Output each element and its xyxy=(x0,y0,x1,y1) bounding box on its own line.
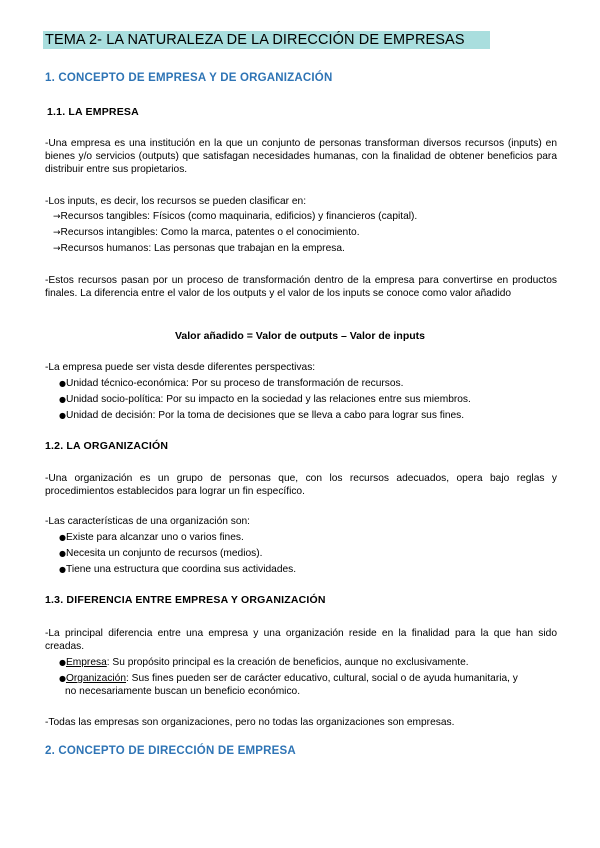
list-item xyxy=(59,672,518,685)
list-item-text: : Su propósito principal es la creación de beneficios, aunque no exclusivamente. xyxy=(106,657,469,668)
bullet-icon: ● xyxy=(59,533,66,542)
section-1-heading: 1. CONCEPTO DE EMPRESA Y DE ORGANIZACIÓN xyxy=(45,72,333,84)
arrow-icon: → xyxy=(53,244,61,254)
bullet-icon: ● xyxy=(59,411,66,420)
list-item xyxy=(53,242,345,256)
list-item-text: Necesita un conjunto de recursos (medios). xyxy=(65,548,263,559)
list-item xyxy=(53,226,360,240)
arrow-icon: → xyxy=(53,228,61,238)
organizacion-definition-paragraph: -Una organización es un grupo de personas que, con los recursos adecuados, opera bajo reglas y procedimientos establecidos para lograr un fin específico. xyxy=(45,473,557,497)
list-item xyxy=(59,409,464,422)
list-item xyxy=(59,393,471,406)
inputs-intro-paragraph: -Los inputs, es decir, los recursos se pueden clasificar en: xyxy=(45,196,307,207)
bullet-icon: ● xyxy=(59,658,66,667)
list-item xyxy=(59,656,469,669)
list-item-text: Recursos intangibles: Como la marca, patentes o el conocimiento. xyxy=(60,227,360,238)
list-item-text: Unidad socio-política: Por su impacto en la sociedad y las relaciones entre sus miembros. xyxy=(65,394,471,405)
list-item-text: Unidad técnico-económica: Por su proceso de transformación de recursos. xyxy=(65,378,404,389)
conclusion-paragraph: -Todas las empresas son organizaciones, pero no todas las organizaciones son empresas. xyxy=(45,717,455,728)
transformation-paragraph: -Estos recursos pasan por un proceso de transformación dentro de la empresa para convertirse en productos finales. La diferencia entre el valor de los outputs y el valor de los inputs se conoce como valor añadido xyxy=(45,275,557,299)
list-item-text: : Sus fines pueden ser de carácter educativo, cultural, social o de ayuda humanitaria, y xyxy=(126,673,518,684)
list-item-text: Existe para alcanzar uno o varios fines. xyxy=(65,532,244,543)
bullet-icon: ● xyxy=(59,549,66,558)
list-item xyxy=(59,377,403,390)
bullet-icon: ● xyxy=(59,674,66,683)
list-item xyxy=(53,210,417,224)
bullet-icon: ● xyxy=(59,379,66,388)
document-title: TEMA 2- LA NATURALEZA DE LA DIRECCIÓN DE EMPRESAS xyxy=(43,31,490,49)
list-item xyxy=(59,531,244,544)
section-1-1-heading: 1.1. LA EMPRESA xyxy=(47,106,139,118)
list-item-text: Tiene una estructura que coordina sus actividades. xyxy=(65,564,297,575)
characteristics-intro-paragraph: -Las características de una organización son: xyxy=(45,516,250,527)
arrow-icon: → xyxy=(53,212,61,222)
empresa-definition-paragraph: -Una empresa es una institución en la que un conjunto de personas transforman diversos recursos (inputs) en bienes y/o servicios (outputs) que satisfagan necesidades humanas, con la finalidad de obtener beneficios para distribuir entre sus propietarios. xyxy=(45,138,557,175)
section-1-3-heading: 1.3. DIFERENCIA ENTRE EMPRESA Y ORGANIZACIÓN xyxy=(45,594,326,606)
organizacion-term: Organización xyxy=(65,673,127,684)
list-item-text: Recursos tangibles: Físicos (como maquinaria, edificios) y financieros (capital). xyxy=(60,211,418,222)
difference-paragraph: -La principal diferencia entre una empresa y una organización reside en la finalidad para la que han sido creadas. xyxy=(45,628,557,652)
empresa-term: Empresa xyxy=(65,657,107,668)
list-item-continuation: no necesariamente buscan un beneficio económico. xyxy=(65,686,301,697)
list-item-text: Recursos humanos: Las personas que trabajan en la empresa. xyxy=(60,243,345,254)
list-item xyxy=(59,563,296,576)
section-2-heading: 2. CONCEPTO DE DIRECCIÓN DE EMPRESA xyxy=(45,745,296,757)
value-added-formula: Valor añadido = Valor de outputs – Valor de inputs xyxy=(174,330,425,342)
bullet-icon: ● xyxy=(59,565,66,574)
bullet-icon: ● xyxy=(59,395,66,404)
section-1-2-heading: 1.2. LA ORGANIZACIÓN xyxy=(45,440,169,452)
list-item-text: Unidad de decisión: Por la toma de decisiones que se lleva a cabo para lograr sus fines. xyxy=(65,410,465,421)
list-item xyxy=(59,547,262,560)
perspectives-intro-paragraph: -La empresa puede ser vista desde diferentes perspectivas: xyxy=(45,362,316,373)
